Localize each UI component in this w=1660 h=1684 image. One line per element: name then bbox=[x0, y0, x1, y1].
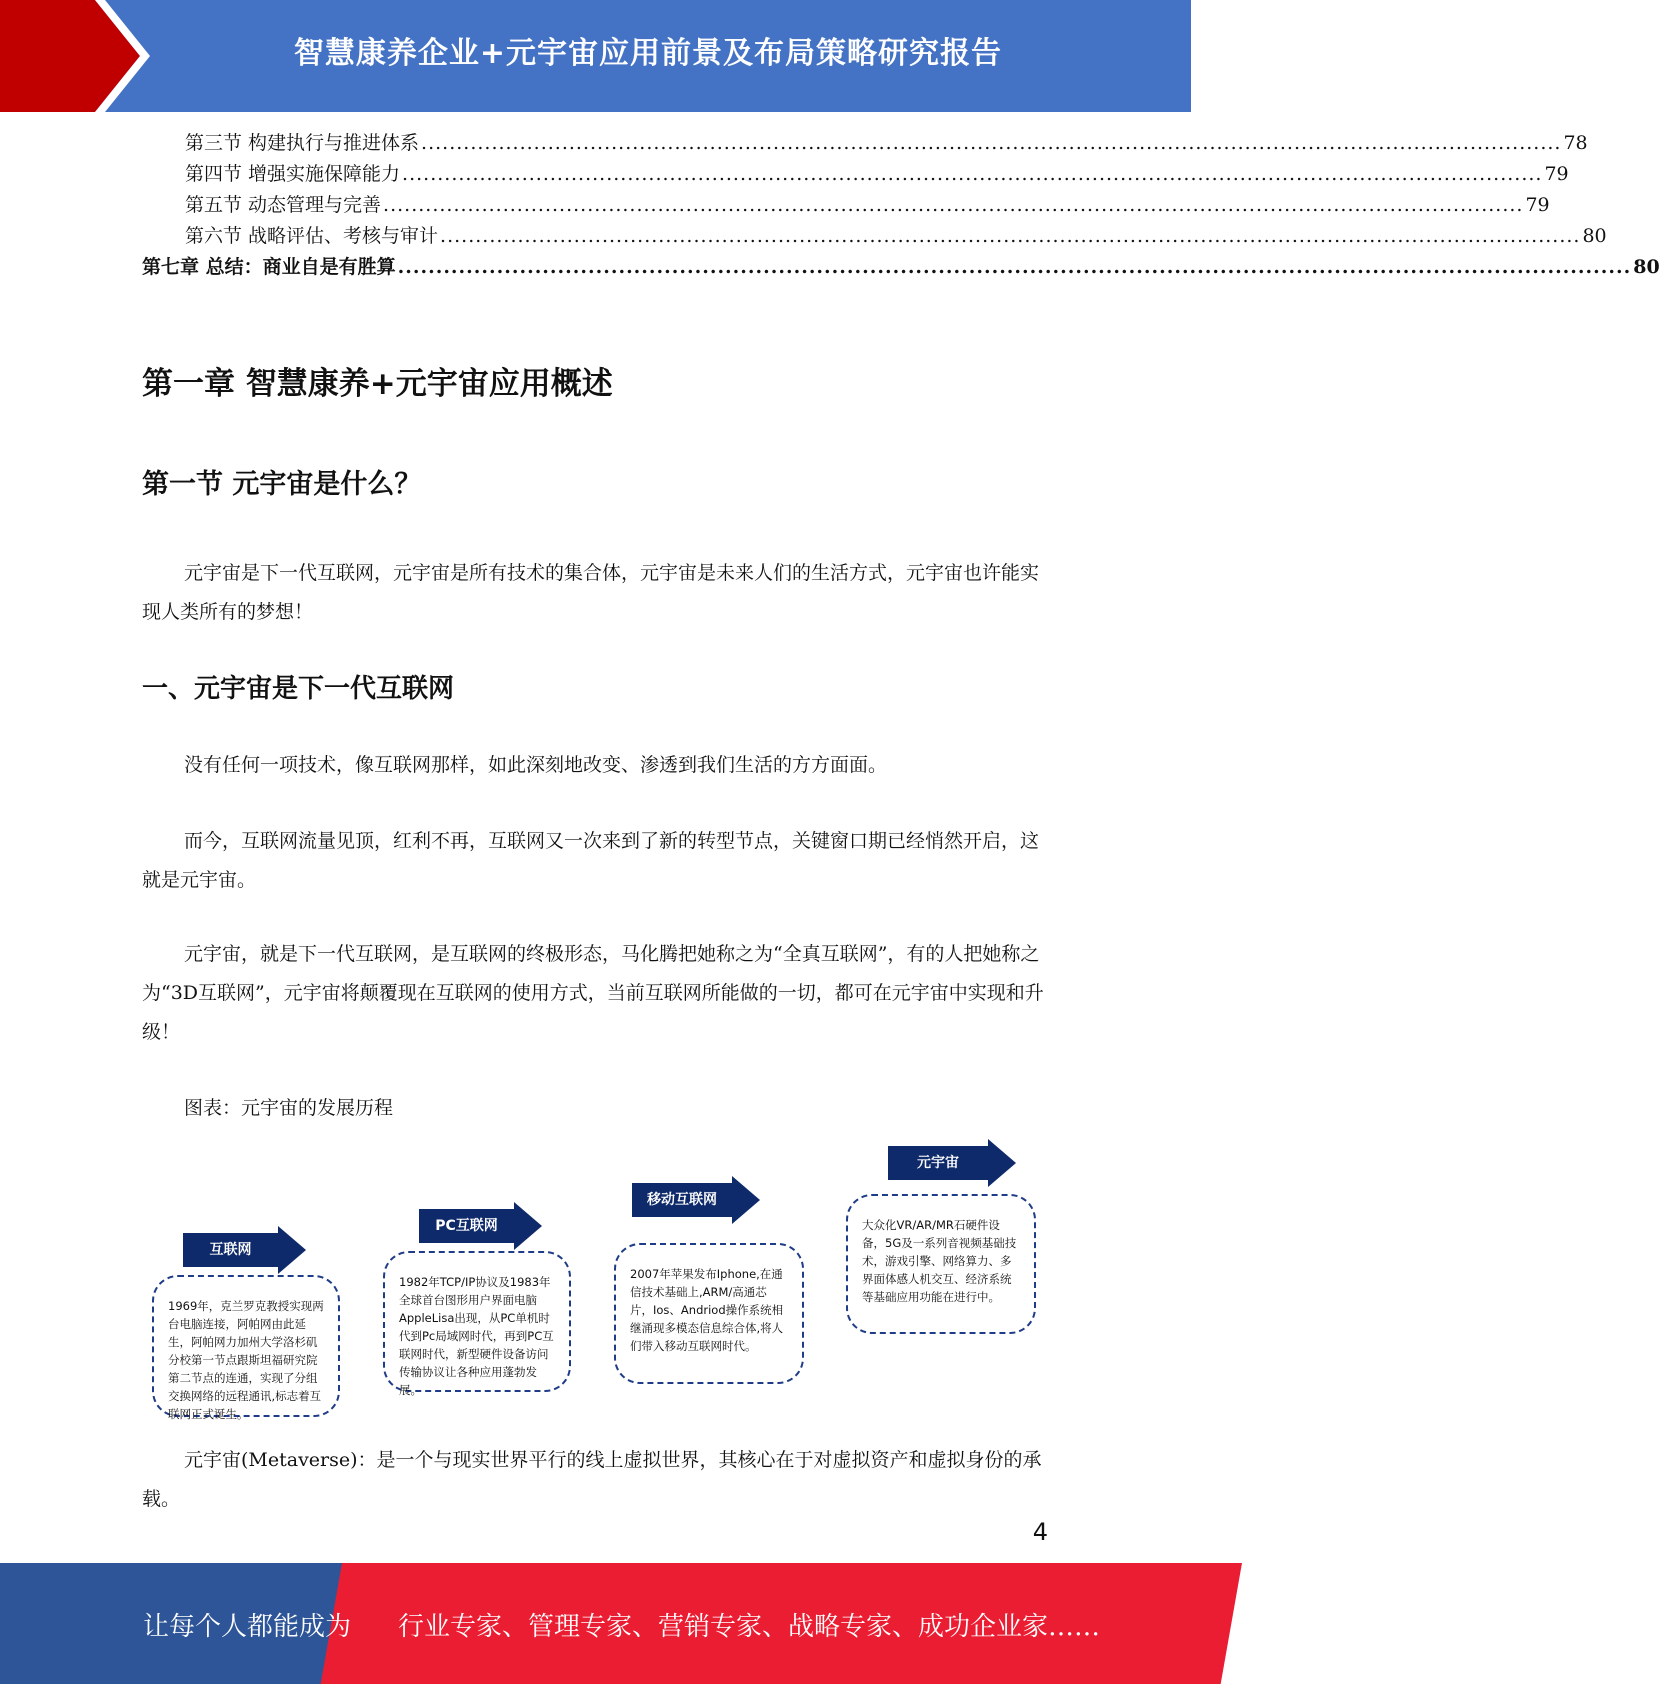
page-header bbox=[0, 0, 1191, 112]
toc-entry-label: 第四节 增强实施保障能力 bbox=[185, 163, 401, 185]
figure-caption: 图表：元宇宙的发展历程 bbox=[184, 1097, 394, 1119]
footer-slogan-left: 让每个人都能成为 bbox=[143, 1612, 352, 1642]
arrow-right-icon bbox=[732, 1176, 760, 1224]
section-title: 第一节 元宇宙是什么？ bbox=[142, 469, 422, 500]
table-of-contents bbox=[142, 128, 1660, 283]
subheading: 一、元宇宙是下一代互联网 bbox=[142, 674, 455, 704]
toc-entry-label: 第五节 动态管理与完善 bbox=[185, 194, 382, 216]
stage-description: 大众化VR/AR/MR石硬件设备，5G及一系列音视频基础技术，游戏引擎、网络算力、多界面体感人机交互、经济系统等基础应用功能在进行中。 bbox=[846, 1194, 1036, 1334]
paragraph: 没有任何一项技术，像互联网那样，如此深刻地改变、渗透到我们生活的方方面面。 bbox=[184, 754, 888, 776]
paragraph: 元宇宙(Metaverse)：是一个与现实世界平行的线上虚拟世界，其核心在于对虚拟资产和虚拟身份的承载。 bbox=[142, 1449, 1042, 1510]
header-red-chevron bbox=[0, 0, 150, 112]
toc-entry-page: 80 bbox=[1582, 225, 1607, 247]
footer-slogan-right: 行业专家、管理专家、营销专家、战略专家、成功企业家…… bbox=[398, 1612, 1101, 1642]
paragraph-intro: 元宇宙是下一代互联网，元宇宙是所有技术的集合体，元宇宙是未来人们的生活方式，元宇宙也许能实现人类所有的梦想！ bbox=[142, 562, 1040, 623]
toc-leader-dots: .................................................................................................................................................................. bbox=[402, 163, 1543, 185]
page-footer bbox=[0, 1563, 1191, 1684]
toc-entry[interactable] bbox=[142, 159, 1569, 190]
stage-label: 移动互联网 bbox=[632, 1183, 732, 1217]
toc-entry-page: 80 bbox=[1633, 256, 1660, 278]
toc-entry-page: 78 bbox=[1563, 132, 1588, 154]
toc-entry[interactable] bbox=[142, 128, 1588, 159]
arrow-right-icon bbox=[514, 1202, 542, 1250]
toc-entry-page: 79 bbox=[1525, 194, 1550, 216]
paragraph: 元宇宙，就是下一代互联网，是互联网的终极形态，马化腾把她称之为“全真互联网”，有的人把她称之为“3D互联网”，元宇宙将颠覆现在互联网的使用方式，当前互联网所能做的一切，都可在元宇宙中实现和升级！ bbox=[142, 943, 1044, 1043]
stage-description: 1969年，克兰罗克教授实现两台电脑连接，阿帕网由此延生，阿帕网力加州大学洛杉矶分校第一节点跟斯坦福研究院第二节点的连通，实现了分组交换网络的远程通讯,标志着互联网正式诞生。 bbox=[152, 1275, 340, 1417]
chapter-title: 第一章 智慧康养+元宇宙应用概述 bbox=[142, 366, 613, 402]
paragraph: 而今，互联网流量见顶，红利不再，互联网又一次来到了新的转型节点，关键窗口期已经悄然开启，这就是元宇宙。 bbox=[142, 830, 1040, 891]
stage-label: PC互联网 bbox=[419, 1209, 514, 1243]
metaverse-timeline-diagram bbox=[148, 1125, 1048, 1425]
toc-leader-dots: .................................................................................................................................................................. bbox=[397, 256, 1632, 278]
stage-label: 互联网 bbox=[183, 1233, 278, 1267]
toc-entry-label: 第七章 总结：商业自是有胜算 bbox=[142, 256, 396, 278]
toc-entry[interactable] bbox=[142, 190, 1550, 221]
stage-label: 元宇宙 bbox=[888, 1146, 988, 1180]
page-number: 4 bbox=[1032, 1518, 1048, 1546]
toc-entry[interactable] bbox=[142, 221, 1607, 252]
stage-description: 2007年苹果发布Iphone,在通信技术基础上,ARM/高通芯片，Ios、Andriod操作系统相继涌现多模态信息综合体,将人们带入移动互联网时代。 bbox=[614, 1243, 804, 1384]
toc-entry-label: 第六节 战略评估、考核与审计 bbox=[185, 225, 439, 247]
toc-entry-page: 79 bbox=[1544, 163, 1569, 185]
arrow-right-icon bbox=[988, 1139, 1016, 1187]
arrow-right-icon bbox=[278, 1226, 306, 1274]
toc-leader-dots: .................................................................................................................................................................. bbox=[440, 225, 1581, 247]
toc-leader-dots: .................................................................................................................................................................. bbox=[421, 132, 1562, 154]
stage-description: 1982年TCP/IP协议及1983年全球首台图形用户界面电脑AppleLisa出现，从PC单机时代到Pc局域网时代，再到PC互联网时代，新型硬件设备访问传输协议让各种应用蓬勃发展。 bbox=[383, 1251, 571, 1392]
toc-leader-dots: .................................................................................................................................................................. bbox=[383, 194, 1524, 216]
report-title: 智慧康养企业+元宇宙应用前景及布局策略研究报告 bbox=[293, 36, 1003, 71]
toc-entry-chapter[interactable] bbox=[142, 252, 1660, 283]
toc-entry-label: 第三节 构建执行与推进体系 bbox=[185, 132, 420, 154]
